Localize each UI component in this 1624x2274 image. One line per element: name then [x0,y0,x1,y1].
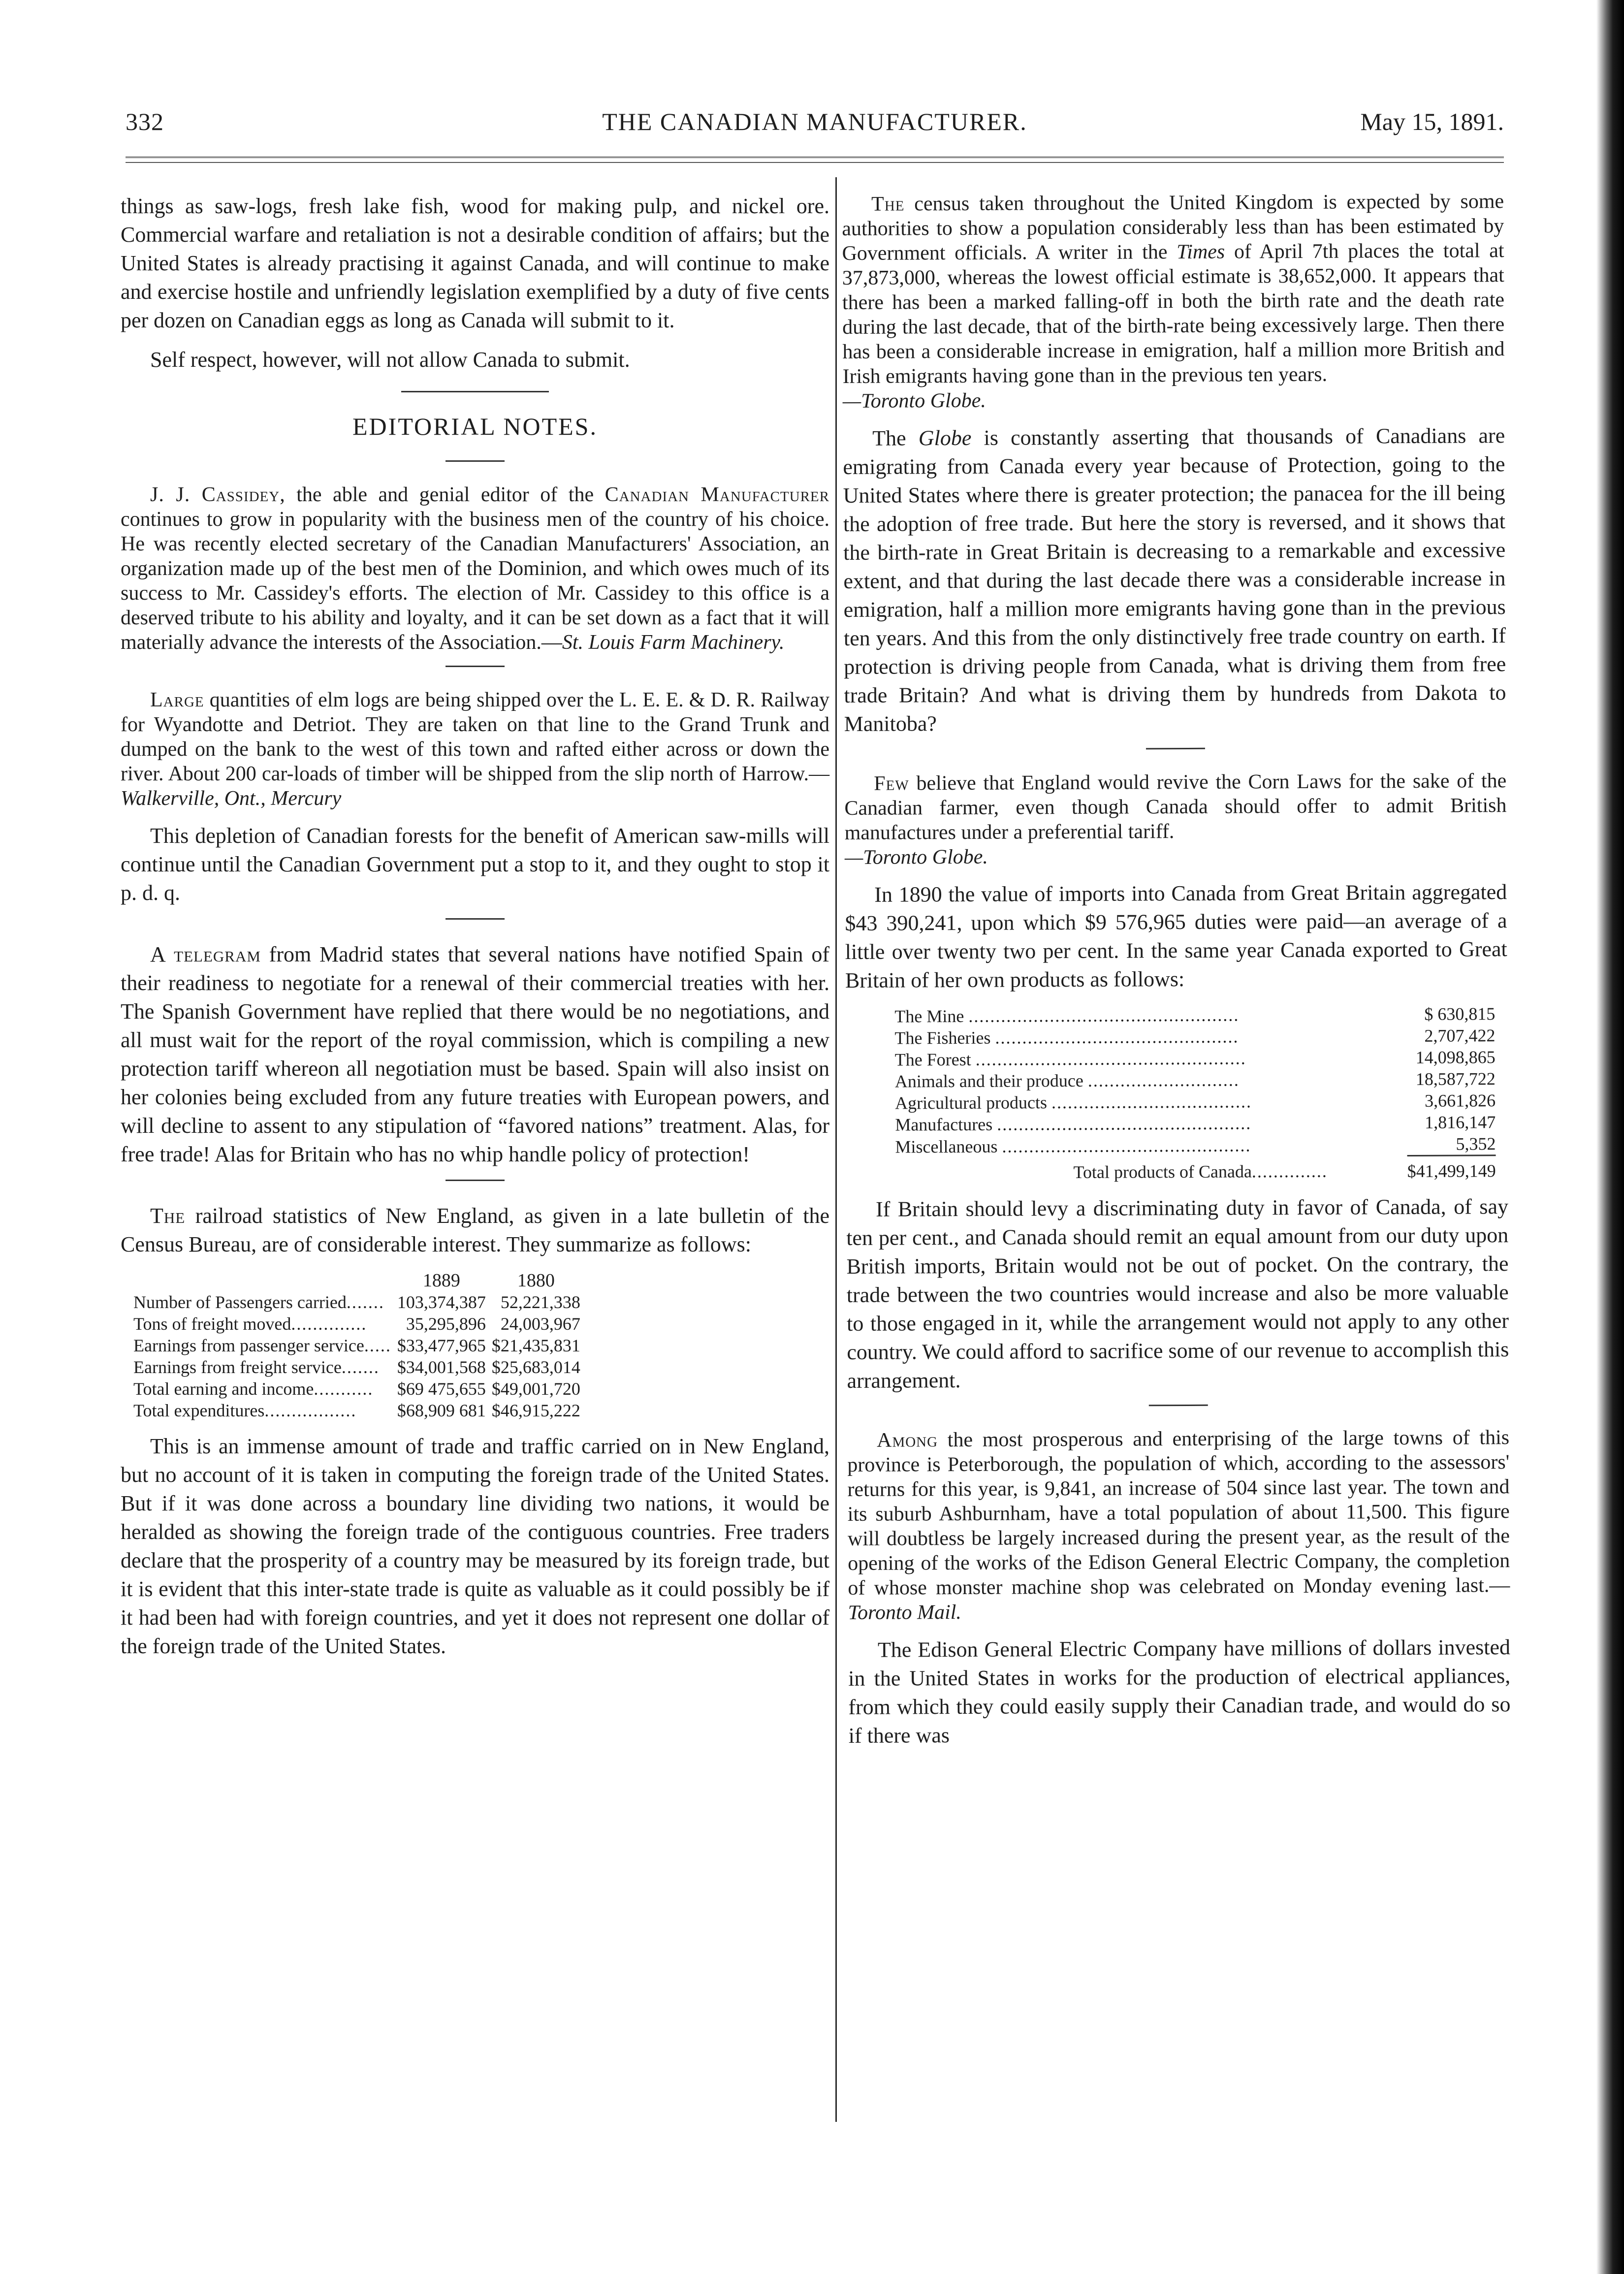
products-value: 2,707,422 [1424,1025,1496,1046]
cassidey-paragraph [121,482,829,655]
stats-row [130,1356,583,1378]
among-text: the most prosperous and enterprising of the large towns of this province is Peterborough, the population of which, according to the assessors' returns for this year, is 9,841, an increase of 504 since last year. The town and its suburb Ashburnham, have a total population of about 11,500. This figure will doubtless be largely increased during the present year, as the result of the opening of the works of the Edison General Electric Company, the completion of whose monster machine shop was celebrated on Monday evening last.— [847,1426,1510,1600]
census-source: —Toronto Globe. [842,389,986,413]
leader-dots: ................. [264,1401,357,1420]
leader-dots: ............................ [1087,1070,1240,1090]
stats-value-1880: 24,003,967 [500,1314,580,1334]
railroad-paragraph [121,1202,829,1259]
elm-logs-paragraph [121,688,829,811]
leader-dots: .............................................. [1002,1135,1251,1156]
stats-label: Earnings from passenger service [133,1336,364,1355]
commercial-warfare-paragraph: things as saw-logs, fresh lake fish, wood for making pulp, and nickel ore. Commercial warfare and retaliation is not a desirable condition of affairs; but the United States is already practising it against Canada, and will continue to make and exercise hostile and unfriendly legislation exemplified by a duty of five cents per dozen on Canadian eggs as long as Canada will submit to it. [121,194,829,332]
stats-col-1880: 1880 [517,1270,555,1291]
telegram-lead: A telegram [150,942,261,966]
cassidey-text-cont: continues to grow in popularity with the business men of the country of his choice. He was recently elected secretary of the Canadian Manufacturers' Association, an organization made up of the best men of the Dominion, and which owes much of its success to Mr. Cassidey's efforts. The election of Mr. Cassidey to this office is a deserved tribute to his ability and loyalty, and it can be set down as a fact that it will materially advance the interests of the Association.— [121,508,829,654]
products-label: Miscellaneous [895,1136,998,1157]
products-label: Agricultural products [894,1092,1048,1113]
cassidey-source: St. Louis Farm Machinery. [562,631,785,654]
products-label: The Forest [894,1049,971,1070]
among-lead: Among [876,1429,938,1452]
leader-dots: ............................................... [997,1113,1252,1134]
elm-source: Walkerville, Ont., Mercury [121,787,342,810]
peterborough-paragraph [847,1425,1510,1625]
globe-text: is constantly asserting that thousands of Canadians are emigrating from Canada every year because of Protection, going to the United States where there is greater protection; the panacea for the ill being the adoption of free trade. But here the story is reversed, and it shows that the birth-rate in Great Britain is decreasing to a remarkable and excessive extent, and that during the last decade there was a considerable increase in emigration, half a million more emigrants having gone than in the previous ten years. And this from the only distinctively free trade country on earth. If protection is driving people from Canada, what is driving them from free trade Britain? And what is driving them by hundreds from Dakota to Manitoba? [843,423,1506,736]
products-table [894,1003,1496,1184]
leader-dots: ..... [364,1336,391,1355]
page-header [126,107,1504,152]
globe-lead: The [872,426,919,450]
census-text: census taken throughout the United Kingdom is expected by some authorities to show a population considerably less than has been estimated by Government officials. A writer in the [842,190,1504,265]
stats-row [130,1291,583,1313]
stats-value-1889: $34,001,568 [397,1357,486,1377]
stats-value-1889: 103,374,387 [397,1292,486,1312]
products-label: Manufactures [895,1114,993,1135]
stats-label: Tons of freight moved [133,1314,291,1334]
section-rule [401,391,549,392]
stats-value-1889: $69 475,655 [397,1379,486,1399]
products-row [895,1111,1496,1135]
leader-dots: ....... [346,1292,384,1312]
products-label: Animals and their produce [894,1070,1083,1091]
imports-paragraph: In 1890 the value of imports into Canada from Great Britain aggregated $43 390,241, upon which $9 576,965 duties were paid—an average of a little over twenty two per cent. In the same year Canada exported to Great Britain of her own products as follows: [845,880,1507,993]
corn-lead: Few [874,772,909,795]
stats-value-1889: $68,909 681 [397,1401,486,1420]
edison-paragraph: The Edison General Electric Company have millions of dollars invested in the United States in works for the production of electrical appliances, from which they could easily supply their Canadian trade, and would do so if there was [848,1635,1511,1748]
short-rule [446,460,505,462]
short-rule [446,666,505,667]
issue-date: May 15, 1891. [1360,108,1504,135]
telegram-text: from Madrid states that several nations have notified Spain of their readiness to negotiate for a renewal of their commercial treaties with her. The Spanish Government have replied that there would be no negotiations, and all must wait for the report of the royal commission, which is compiling a new protection tariff whereon all negotiation must be based. Spain will also insist on her colonies being excluded from any future treaties with European powers, and will decline to assent to any stipulation of “favored nations” treatment. Alas, for free trade! Alas for Britain who has no whip handle policy of protection! [121,942,829,1166]
products-label: The Mine [894,1006,964,1026]
stats-header-row [130,1270,583,1291]
products-row [895,1133,1496,1158]
products-value: 3,661,826 [1424,1090,1496,1111]
leader-dots: .................................................. [975,1048,1246,1069]
stats-value-1880: $46,915,222 [491,1401,580,1420]
products-total-row [895,1155,1496,1185]
leader-dots: .............. [291,1314,367,1334]
stats-row [130,1400,583,1421]
railroad-lead: The [150,1204,186,1228]
leader-dots: ............................................. [995,1026,1239,1048]
stats-value-1880: $25,683,014 [491,1357,580,1377]
stats-label: Number of Passengers carried [133,1292,347,1312]
stats-label: Earnings from freight service [133,1357,342,1377]
products-row [895,1046,1496,1070]
section-heading: EDITORIAL NOTES. [352,413,598,440]
cassidey-lead: J. J. Cassidey, [150,483,286,506]
railroad-stats-table [130,1270,583,1421]
stats-row [130,1313,583,1335]
stats-row [130,1335,583,1356]
census-text-cont: of April 7th places the total at 37,873,000, whereas the lowest official estimate is 38,652,000. It appears that there has been a marked falling-off in both the birth rate and the death rate during the last decade, that of the birth-rate being excessively large. Then there has been a considerable increase in emigration, half a million more British and Irish emigrants having gone than in the previous ten years. [842,239,1505,388]
corn-source: —Toronto Globe. [844,845,988,869]
products-value: $ 630,815 [1424,1004,1496,1024]
left-column [121,192,829,1671]
leader-dots: ..................................... [1051,1091,1252,1113]
products-row [894,1025,1495,1049]
globe-name: Globe [918,425,972,450]
products-value: 14,098,865 [1415,1047,1496,1067]
leader-dots: .............. [1251,1161,1328,1182]
elm-text: quantities of elm logs are being shipped over the L. E. E. & D. R. Railway for Wyandotte and Detriot. They are taken on that line to the Grand Trunk and dumped on the bank to the west of this town and rafted either across or down the river. About 200 car-loads of timber will be shipped from the slip north of Harrow.— [121,689,829,785]
leader-dots: ........... [314,1379,374,1399]
stats-value-1880: $21,435,831 [491,1336,580,1355]
page-binding-edge [1596,0,1624,2274]
stats-value-1889: 35,295,896 [406,1314,486,1334]
depletion-paragraph: This depletion of Canadian forests for the benefit of American saw-mills will continue until the Canadian Government put a stop to it, and they ought to stop it p. d. q. [121,824,829,905]
products-label: The Fisheries [894,1027,991,1048]
products-row [895,1068,1496,1092]
stats-label: Total earning and income [133,1379,314,1399]
stats-col-1889: 1889 [422,1270,460,1291]
right-column [842,189,1511,1761]
immense-amount-paragraph: This is an immense amount of trade and traffic carried on in New England, but no account of it is taken in computing the foreign trade of the United States. But if it was done across a boundary line dividing two nations, it would be heralded as showing the foreign trade of the contiguous countries. Free traders declare that the prosperity of a country may be measured by its foreign trade, but it is evident that this inter-state trade is quite as valuable as it could possibly be if it had been had with foreign countries, and yet it does not represent one dollar of the foreign trade of the United States. [121,1434,829,1658]
leader-dots: .................................................. [968,1005,1240,1026]
telegram-paragraph [121,940,829,1169]
stats-value-1889: $33,477,965 [397,1336,486,1355]
column-divider [835,177,837,2122]
products-total-label: Total products of Canada [1073,1161,1252,1183]
cassidey-text: the able and genial editor of the [285,483,605,506]
corn-laws-paragraph [844,769,1507,870]
products-value: 1,816,147 [1425,1112,1496,1132]
census-times: Times [1177,240,1225,264]
levy-paragraph: If Britain should levy a discriminating duty in favor of Canada, of say ten per cent., and Canada should remit an equal amount from our duty upon British imports, Britain would not be out of pocket. On the contrary, the trade between the two countries would increase and also be more valuable to those engaged in it, while the arrangement would not apply to any other country. We could afford to sacrifice some of our revenue to accomplish this arrangement. [846,1194,1509,1393]
stats-value-1880: $49,001,720 [491,1379,580,1399]
short-rule [446,918,505,920]
short-rule [446,1180,505,1181]
products-total-value: $41,499,149 [1407,1155,1496,1182]
products-value: 18,587,722 [1415,1069,1496,1089]
census-paragraph [842,189,1505,414]
cassidey-paper-name: Canadian Manufacturer [605,483,829,506]
short-rule [1148,1405,1208,1407]
leader-dots: ....... [341,1357,380,1377]
elm-lead: Large [150,689,204,711]
header-rule [126,157,1504,163]
products-row [894,1003,1495,1027]
products-row [895,1089,1496,1114]
among-source: Toronto Mail. [848,1601,961,1624]
corn-text: believe that England would revive the Corn Laws for the sake of the Canadian farmer, even though Canada should offer to admit British manufactures under a preferential tariff. [844,769,1507,844]
self-respect-paragraph: Self respect, however, will not allow Canada to submit. [150,348,630,372]
short-rule [1146,748,1205,750]
page-number: 332 [126,108,164,135]
publication-title: THE CANADIAN MANUFACTURER. [602,108,1027,135]
railroad-text: railroad statistics of New England, as given in a late bulletin of the Census Bureau, are of considerable interest. They summarize as follows: [121,1204,829,1256]
census-lead: The [871,192,905,216]
stats-value-1880: 52,221,338 [500,1292,580,1312]
stats-row [130,1378,583,1400]
stats-label: Total expenditures [133,1401,265,1420]
products-value: 5,352 [1456,1134,1496,1154]
globe-paragraph [843,421,1506,738]
